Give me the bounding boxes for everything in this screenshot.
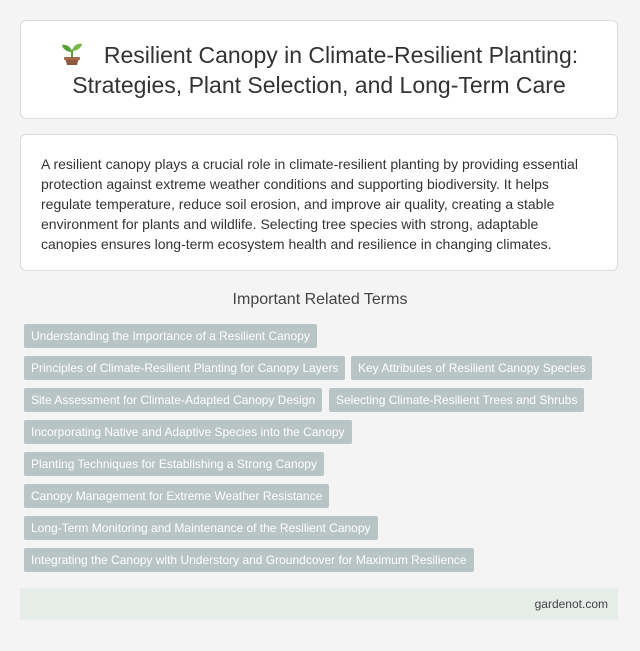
related-terms-heading: Important Related Terms bbox=[232, 291, 408, 308]
footer bbox=[20, 588, 618, 620]
sprout-icon bbox=[60, 40, 84, 66]
term-tag[interactable]: Principles of Climate-Resilient Planting for Canopy Layers bbox=[24, 356, 345, 380]
term-tag[interactable]: Key Attributes of Resilient Canopy Species bbox=[351, 356, 592, 380]
term-tag[interactable]: Planting Techniques for Establishing a Strong Canopy bbox=[24, 452, 324, 476]
page-title-text: Resilient Canopy in Climate-Resilient Planting: Strategies, Plant Selection, and Long-Term Care bbox=[72, 41, 579, 98]
term-tag[interactable]: Integrating the Canopy with Understory and Groundcover for Maximum Resilience bbox=[24, 548, 474, 572]
description-text: A resilient canopy plays a crucial role in climate-resilient planting by providing essential protection against extreme weather conditions and supporting biodiversity. It helps regulate temperature, reduce soil erosion, and improve air quality, creating a stable environment for plants and wildlife. Selecting tree species with strong, adaptable canopies ensures long-term ecosystem health and resilience in changing climates. bbox=[41, 156, 578, 252]
term-tag[interactable]: Site Assessment for Climate-Adapted Canopy Design bbox=[24, 388, 322, 412]
term-tag[interactable]: Incorporating Native and Adaptive Species into the Canopy bbox=[24, 420, 352, 444]
description-card bbox=[20, 134, 618, 271]
footer-site-link[interactable]: gardenot.com bbox=[534, 597, 608, 611]
title-card bbox=[20, 20, 618, 119]
page-title bbox=[21, 40, 617, 100]
term-tag[interactable]: Long-Term Monitoring and Maintenance of the Resilient Canopy bbox=[24, 516, 378, 540]
term-tag[interactable]: Selecting Climate-Resilient Trees and Shrubs bbox=[329, 388, 584, 412]
term-tag[interactable]: Canopy Management for Extreme Weather Resistance bbox=[24, 484, 329, 508]
term-tag[interactable]: Understanding the Importance of a Resilient Canopy bbox=[24, 324, 317, 348]
